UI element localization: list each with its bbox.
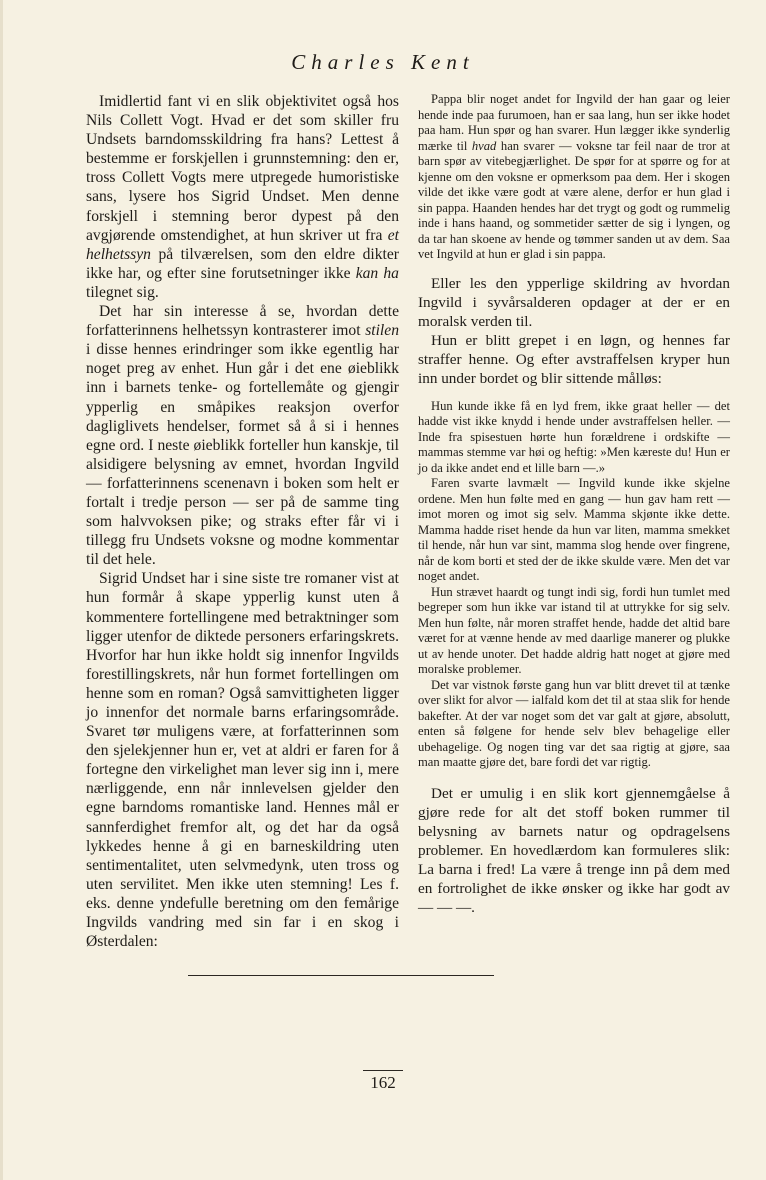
right-column bbox=[418, 92, 730, 917]
quote-paragraph: Hun kunde ikke få en lyd frem, ikke graat heller — det hadde vist ikke knydd i hende under avstraffelsen heller. — Inde fra spisestuen hørte hun forældrene i ordskifte — mammas stemme var høi og heftig: »Men kæreste du! Hun er jo da ikke andet end et lille barn —.» bbox=[418, 398, 730, 475]
quote-paragraph: Faren svarte lavmælt — Ingvild kunde ikke skjelne ordene. Men hun følte med en gang — hun gav ham rett — imot moren og imot sig selv. Mamma skjønte ikke dette. Mamma hadde riset hende da hun var liten, mamma smekket til hende, når hun var sint, mamma slog hende over fingrene, når de kom borti et sted der de ikke skulde være. Men det var noget andet. bbox=[418, 476, 730, 583]
quote-paragraph: Det var vistnok første gang hun var blitt drevet til at tænke over slikt for alvor — ialfald kom det til at staa slik for hende bakefter. At der var noget som det var galt at gjøre, absolutt, enten så følgene for hende selv blev behagelige eller ubehagelige. Og nogen ting var det saa rigtig at gjøre, saa man maatte gjøre det, bare fordi det var rigtig. bbox=[418, 677, 730, 769]
body-text-1 bbox=[418, 274, 730, 388]
running-head: Charles Kent bbox=[291, 50, 475, 74]
quote-paragraph: Hun strævet haardt og tungt indi sig, fordi hun tumlet med begreper som hun ikke var istand til at uttrykke for sig selv. Men hun følte, når moren straffet hende, hadde det altid bare været for at vænne hende av med daarlige manerer og plukke ut av hende unoter. Det hadde aldrig hatt noget at gjøre med moralske problemer. bbox=[418, 584, 730, 676]
left-paragraph-1: Imidlertid fant vi en slik objektivitet også hos Nils Collett Vogt. Hvad er det som skiller fru Undsets barndomsskildring fra hans? Lettest å bestemme er forskjellen i grunnstemning: den er, tross Collett Vogts mere utpregede humoristiske sans, lysere hos Sigrid Undset. Men denne forskjell i stemning beror dypest på den avgjørende omstendighet, at hun skriver ut fra et helhetssyn på tilværelsen, som den eldre dikter ikke har, og efter sine forutsetninger ikke kan ha tilegnet sig. bbox=[86, 93, 399, 301]
body-text-2 bbox=[418, 784, 730, 917]
section-divider bbox=[188, 975, 494, 976]
left-column bbox=[86, 92, 399, 951]
block-quote-1 bbox=[418, 92, 730, 263]
body-paragraph: Det er umulig i en slik kort gjennemgåelse å gjøre rede for alt det stoff boken rummer til belysning av barnets natur og opdragelsens problemer. En hovedlærdom kan formuleres slik: La barna i fred! La være å trenge inn på dem med en fortrolighet de ikke ønsker og ikke har godt av — — —. bbox=[418, 784, 730, 916]
body-paragraph: Hun er blitt grepet i en løgn, og hennes far straffer henne. Og efter avstraffelsen kryper hun inn under bordet og blir sittende målløs: bbox=[418, 331, 730, 387]
left-paragraph-2: Det har sin interesse å se, hvordan dette forfatterinnens helhetssyn kontrasterer imot stilen i disse hennes erindringer som ikke egentlig har noget preg av enhet. Hun går i det ene øieblikk inn i barnets tenke- og fortellemåte og gjengir ypperlig en småpikes reaksjon overfor dagliglivets hendelser, formet så å si i hennes egne ord. I neste øieblikk forteller hun kanskje, til alsidigere belysning av emnet, hvordan Ingvild — forfatterinnens scenenavn i boken som helt er fortalt i tredje person — ser på de samme ting som halvvoksen pike; og straks efter får vi i tillegg fru Undsets voksne og modne kommentar til det hele. bbox=[86, 303, 399, 569]
block-quote-2 bbox=[418, 399, 730, 771]
quote-paragraph: Pappa blir noget andet for Ingvild der han gaar og leier hende inde paa furumoen, han er saa lang, hun ser ikke hodet paa ham. Hun spør og han svarer. Hun lægger ikke synderlig mærke til hvad han svarer — voksne tar feil naar de tror at barn spør av vitebegjærlighet. De spør for at spørre og for at kjenne om den voksne er opmerksom paa dem. Her i skogen vilde det ikke være godt at være alene, derfor er hun glad i sin pappa. Haanden hendes har det trygt og godt og rummelig inde i hans haand, og sommetider sætter de sig i lyngen, og da tar han skoene av hende og tømmer sanden ut av dem. Saa vet Ingvild at hun er glad i sin pappa. bbox=[418, 92, 730, 261]
page-number: 162 bbox=[0, 1070, 766, 1093]
body-paragraph: Eller les den ypperlige skildring av hvordan Ingvild i syvårsalderen opdager at der er en moralsk verden til. bbox=[418, 274, 730, 330]
left-paragraph-3: Sigrid Undset har i sine siste tre romaner vist at hun formår å skape ypperlig kunst uten å kommentere fortellingene med betraktninger som ligger utenfor de diktede personers erfaringskrets. Hvorfor har hun ikke holdt sig innenfor Ingvilds forestillingskrets, når hun formet fortellingen om henne som en roman? Også samvittigheten ligger jo innenfor det normale barns erfaringsområde. Svaret tør muligens være, at forfatterinnen som den sjelekjenner hun er, vet at aldri er faren for å fortegne den virkelighet man lever sig inn i, mere nærliggende, enn når innlevelsen gjelder den egne barndoms romantiske land. Hennes mål er sannferdighet fremfor alt, og det har da også lykkedes henne å gi en barneskildring uten sentimentalitet, uten selvmedynk, uten tross og uten servilitet. Men ikke uten stemning! Les f. eks. denne yndefulle beretning om den femårige Ingvilds vandring med sin far i en skog i Østerdalen: bbox=[86, 570, 399, 951]
